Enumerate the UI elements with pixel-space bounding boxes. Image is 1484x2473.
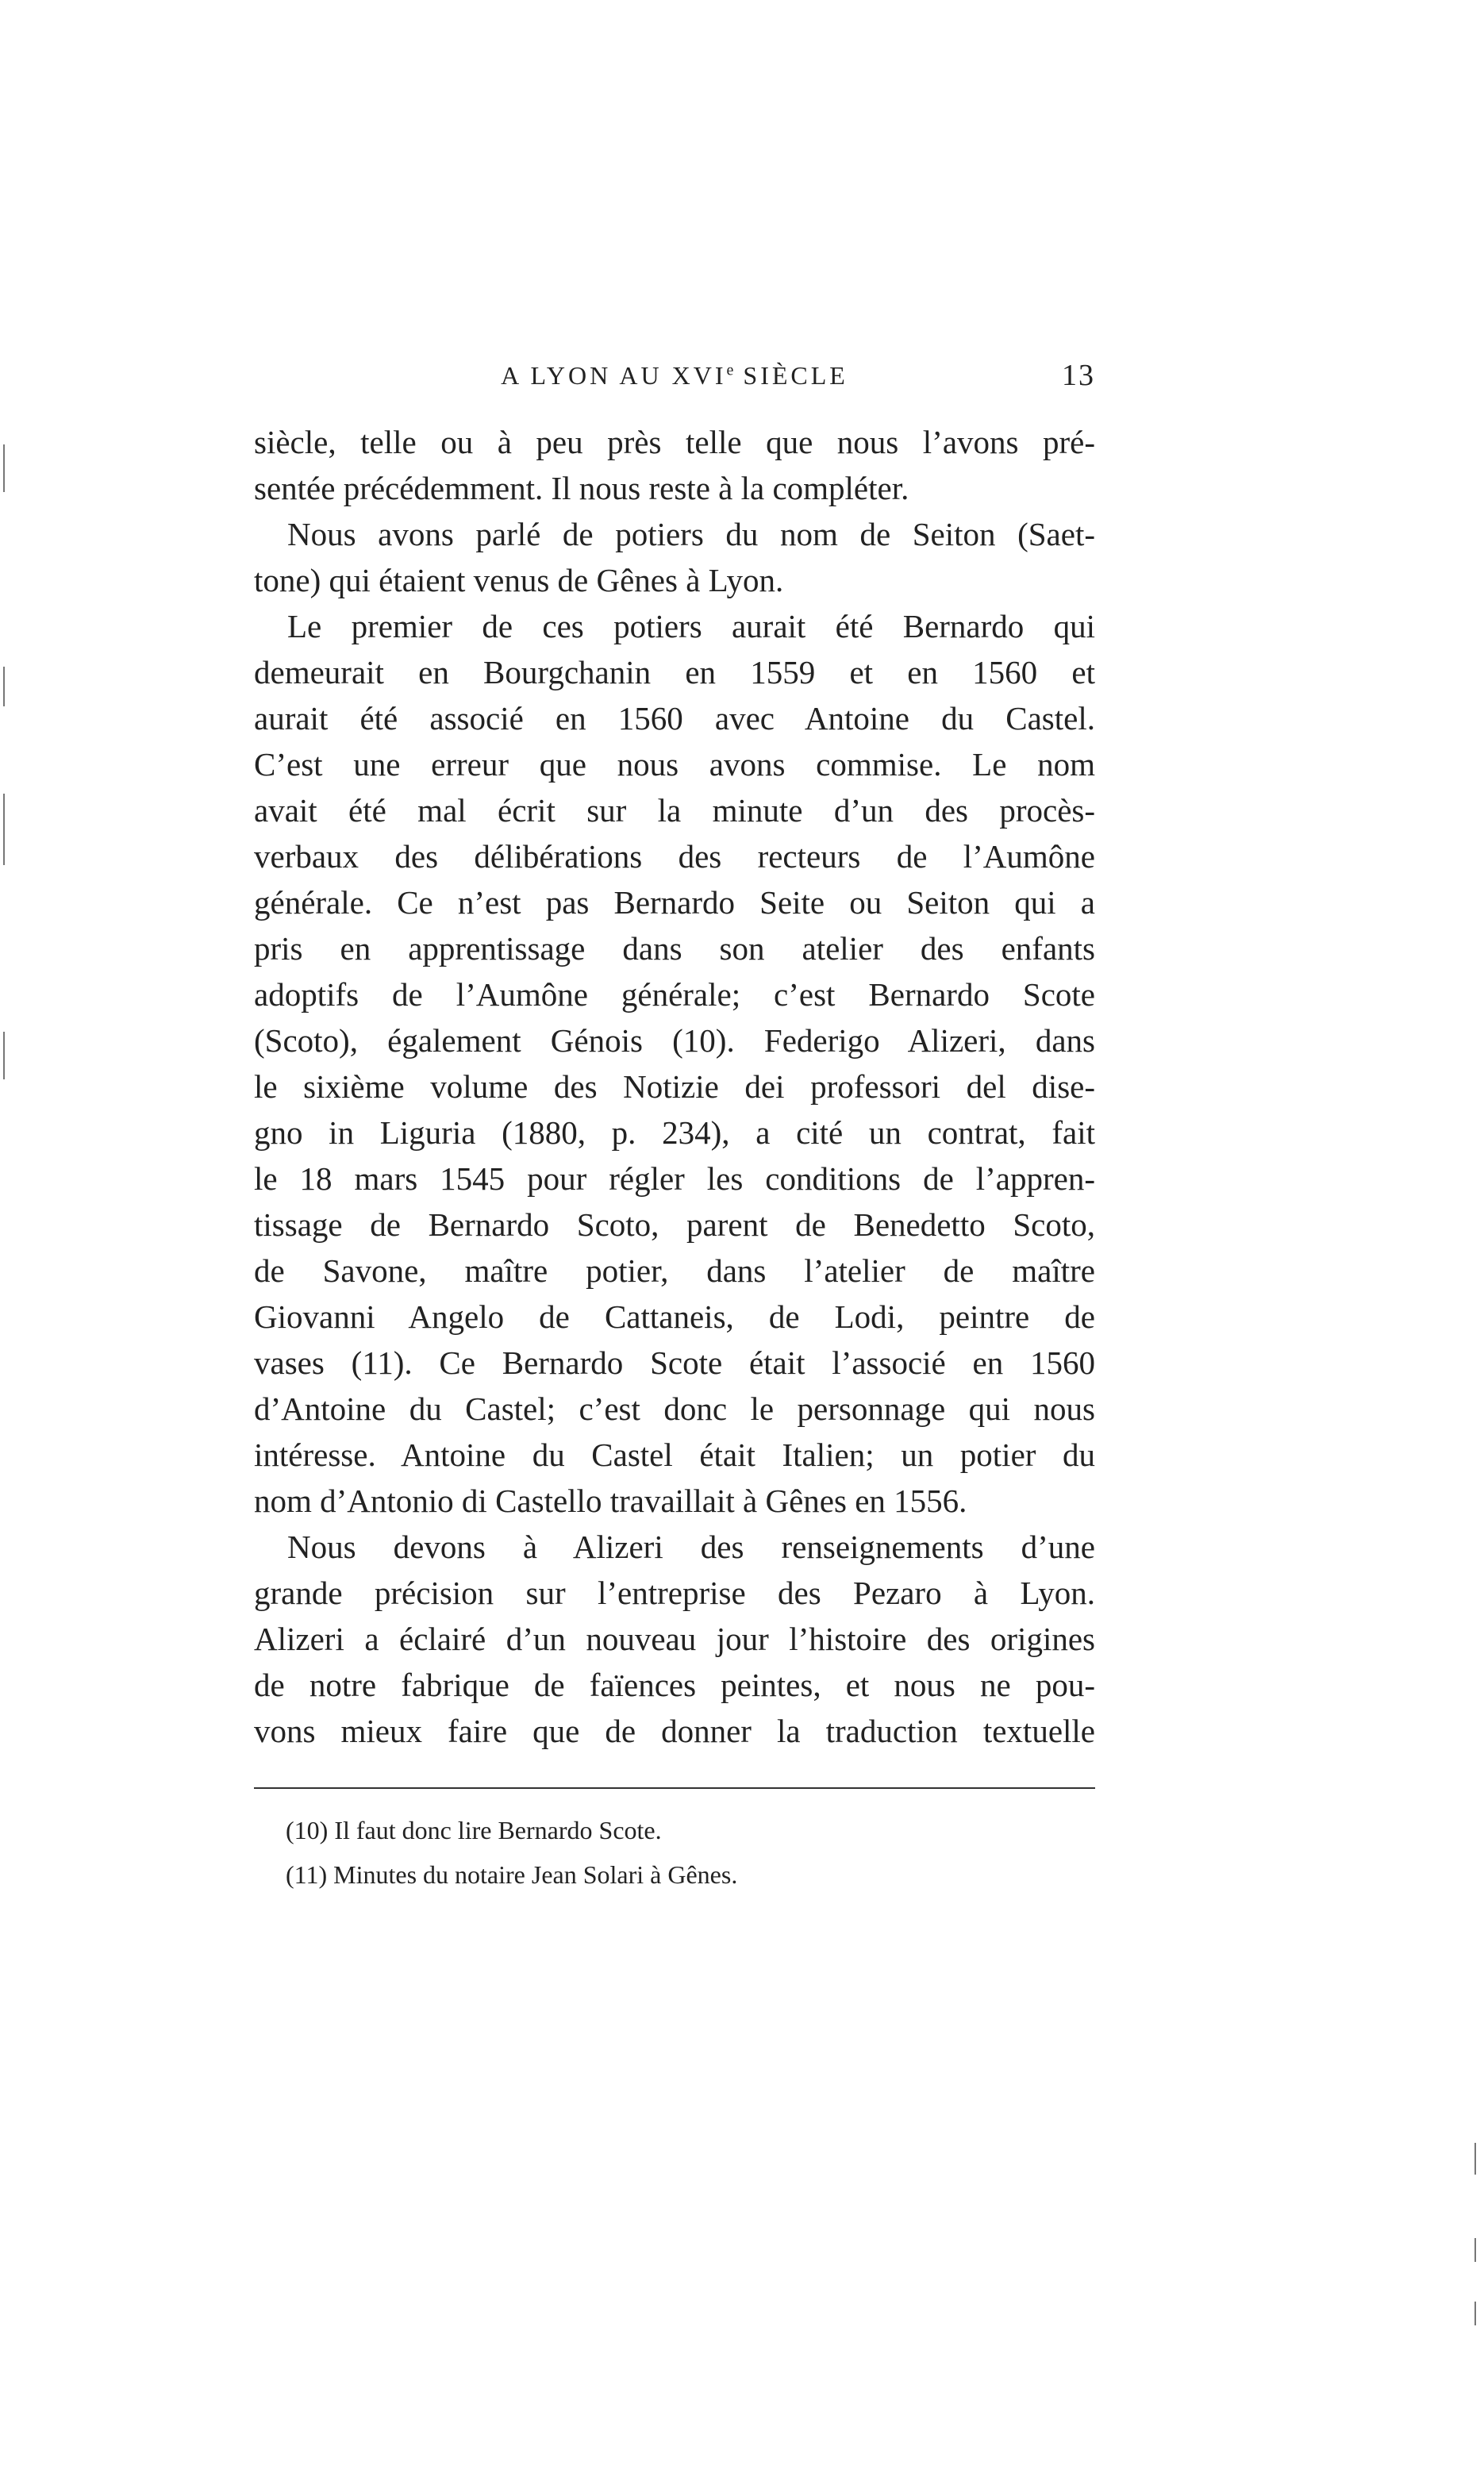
scan-margin-mark (3, 1032, 5, 1079)
scan-margin-mark (3, 444, 5, 492)
text-line: tissage de Bernardo Scoto, parent de Benedetto Scoto, (254, 1206, 1095, 1243)
running-title-main: A LYON AU XVI (501, 361, 727, 390)
text-line: nom d’Antonio di Castello travaillait à Gênes en 1556. (254, 1483, 967, 1519)
text-line: de notre fabrique de faïences peintes, et nous ne pou- (254, 1667, 1095, 1703)
text-line: vons mieux faire que de donner la traduction textuelle (254, 1713, 1095, 1749)
scan-margin-mark (1474, 2302, 1476, 2325)
text-line: générale. Ce n’est pas Bernardo Seite ou Seiton qui a (254, 884, 1095, 921)
text-line: C’est une erreur que nous avons commise. Le nom (254, 746, 1095, 783)
page-number: 13 (1062, 359, 1095, 392)
footnotes (286, 1808, 1079, 1897)
text-line: d’Antoine du Castel; c’est donc le personnage qui nous (254, 1390, 1095, 1427)
text-line: le 18 mars 1545 pour régler les conditions de l’appren- (254, 1160, 1095, 1197)
text-line: tone) qui étaient venus de Gênes à Lyon. (254, 562, 784, 598)
text-line: verbaux des délibérations des recteurs de l’Aumône (254, 838, 1095, 875)
text-line: avait été mal écrit sur la minute d’un des procès- (254, 792, 1095, 829)
text-line: gno in Liguria (1880, p. 234), a cité un contrat, fait (254, 1114, 1095, 1151)
body-text (254, 419, 1095, 1754)
text-line: vases (11). Ce Bernardo Scote était l’associé en 1560 (254, 1344, 1095, 1381)
scan-margin-mark (1474, 2143, 1476, 2175)
text-line: le sixième volume des Notizie dei professori del dise- (254, 1068, 1095, 1105)
running-title-superscript: e (726, 361, 734, 379)
footnote: (11) Minutes du notaire Jean Solari à Gênes. (286, 1860, 738, 1889)
text-line: Nous devons à Alizeri des renseignements d’une (287, 1529, 1095, 1565)
text-line: Le premier de ces potiers aurait été Bernardo qui (287, 608, 1095, 644)
text-line: intéresse. Antoine du Castel était Italien; un potier du (254, 1436, 1095, 1473)
text-line: Nous avons parlé de potiers du nom de Seiton (Saet- (287, 516, 1095, 552)
text-line: aurait été associé en 1560 avec Antoine du Castel. (254, 700, 1095, 737)
scan-margin-mark (1474, 2238, 1476, 2262)
running-title-end: SIÈCLE (733, 361, 848, 390)
text-line: de Savone, maître potier, dans l’atelier de maître (254, 1252, 1095, 1289)
text-line: sentée précédemment. Il nous reste à la compléter. (254, 470, 909, 506)
text-line: demeurait en Bourgchanin en 1559 et en 1560 et (254, 654, 1095, 690)
text-line: siècle, telle ou à peu près telle que nous l’avons pré- (254, 424, 1095, 460)
text-line: adoptifs de l’Aumône générale; c’est Bernardo Scote (254, 976, 1095, 1013)
text-line: Giovanni Angelo de Cattaneis, de Lodi, peintre de (254, 1298, 1095, 1335)
footnote: (10) Il faut donc lire Bernardo Scote. (286, 1816, 662, 1844)
text-line: Alizeri a éclairé d’un nouveau jour l’histoire des origines (254, 1621, 1095, 1657)
scan-margin-mark (3, 794, 5, 865)
scan-margin-mark (3, 667, 5, 706)
running-title (254, 361, 1095, 390)
running-head (254, 361, 1095, 401)
text-line: grande précision sur l’entreprise des Pezaro à Lyon. (254, 1575, 1095, 1611)
text-line: (Scoto), également Génois (10). Federigo Alizeri, dans (254, 1022, 1095, 1059)
footnote-divider (254, 1787, 1095, 1789)
text-line: pris en apprentissage dans son atelier des enfants (254, 930, 1095, 967)
